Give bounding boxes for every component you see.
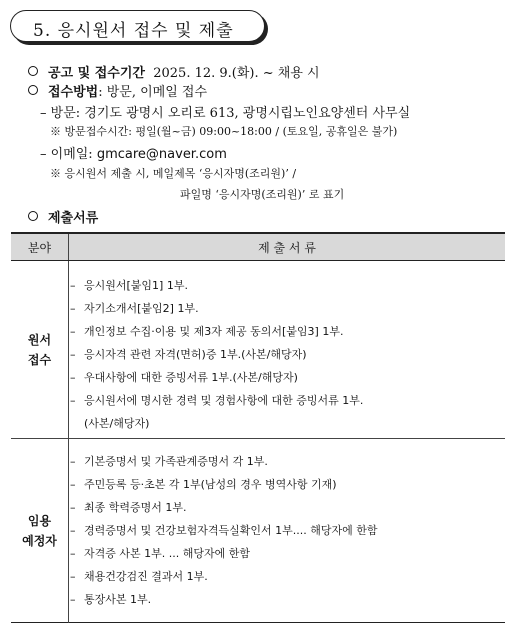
- list-item: – 자기소개서[붙임2] 1부.: [70, 302, 199, 315]
- list-item: – 채용건강검진 결과서 1부.: [70, 570, 208, 583]
- header-documents: 제 출 서 류: [69, 233, 506, 261]
- list-item: – 응시자격 관련 자격(면허)증 1부.(사본/해당자): [70, 348, 307, 361]
- method-label: 접수방법: [48, 85, 99, 100]
- list-item: – 우대사항에 대한 증빙서류 1부.(사본/해당자): [70, 371, 298, 384]
- method-line: [28, 81, 207, 100]
- circle-bullet-icon: [28, 85, 38, 95]
- list-item: – 응시원서에 명시한 경력 및 경험사항에 대한 증빙서류 1부.: [70, 394, 364, 407]
- list-item: – 기본증명서 및 가족관계증명서 각 1부.: [70, 455, 268, 468]
- row2-documents: [69, 439, 506, 623]
- row1-category: [11, 261, 69, 439]
- table-header-row: [11, 233, 505, 261]
- documents-table: [11, 232, 505, 623]
- period-value: 2025. 12. 9.(화). ~ 채용 시: [153, 66, 320, 81]
- list-item: – 자격증 사본 1부. ... 해당자에 한함: [70, 547, 250, 560]
- circle-bullet-icon: [28, 211, 38, 221]
- section-title-box: [10, 10, 265, 42]
- table-row: [11, 261, 505, 439]
- circle-bullet-icon: [28, 66, 38, 76]
- list-item: – 통장사본 1부.: [70, 593, 152, 606]
- list-item: – 경력증명서 및 건강보험자격득실확인서 1부.... 해당자에 한함: [70, 524, 378, 537]
- row1-category-line2: 접수: [27, 352, 52, 367]
- period-label: 공고 및 접수기간: [48, 66, 145, 81]
- list-item: – 개인정보 수집·이용 및 제3자 제공 동의서[붙임3] 1부.: [70, 325, 344, 338]
- email-value: gmcare@naver.com: [96, 147, 227, 162]
- list-item: – 주민등록 등·초본 각 1부(남성의 경우 병역사항 기재): [70, 478, 337, 491]
- list-item: (사본/해당자): [84, 417, 150, 430]
- row1-category-line1: 원서: [27, 332, 52, 347]
- email-label: – 이메일:: [40, 147, 97, 162]
- period-line: [28, 62, 320, 81]
- email-note-1: ※ 응시원서 제출 시, 메일제목 ‘응시자명(조리원)’ /: [50, 167, 297, 180]
- row1-documents: [69, 261, 506, 439]
- method-value: : 방문, 이메일 접수: [98, 85, 208, 100]
- docs-title: 제출서류: [48, 211, 99, 226]
- email-line: [40, 143, 227, 162]
- table-row: [11, 439, 505, 623]
- email-note-2: 파일명 ‘응시자명(조리원)’ 로 표기: [180, 188, 345, 201]
- header-category: 분야: [11, 233, 69, 261]
- row2-category-line1: 임용: [27, 513, 52, 528]
- row2-category: [11, 439, 69, 623]
- visit-note: ※ 방문접수시간: 평일(월~금) 09:00~18:00 / (토요일, 공휴일은 불가): [50, 125, 398, 138]
- list-item: – 응시원서[붙임1] 1부.: [70, 279, 188, 292]
- row2-category-line2: 예정자: [22, 533, 57, 548]
- section-title: 5. 응시원서 접수 및 제출: [33, 21, 234, 41]
- visit-line: – 방문: 경기도 광명시 오리로 613, 광명시립노인요양센터 사무실: [40, 106, 411, 121]
- list-item: – 최종 학력증명서 1부.: [70, 501, 187, 514]
- docs-title-line: [28, 207, 98, 226]
